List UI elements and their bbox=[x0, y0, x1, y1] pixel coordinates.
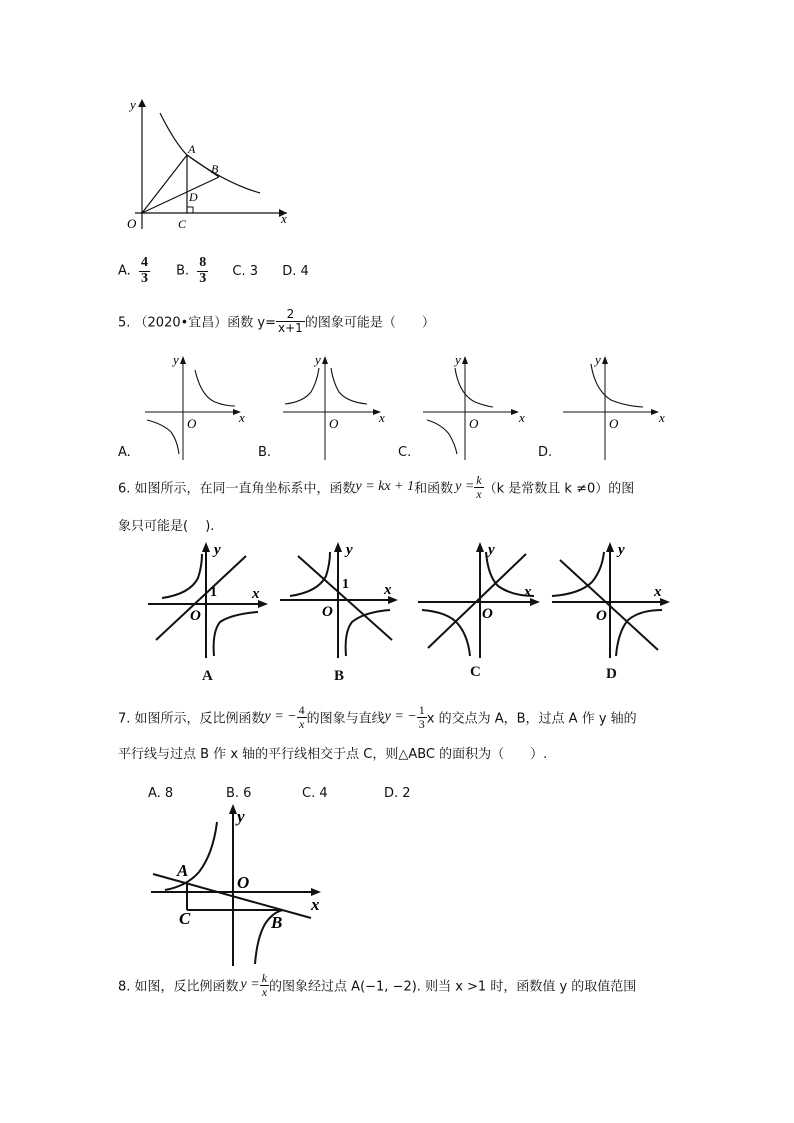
svg-text:x: x bbox=[384, 582, 392, 598]
q7-option-c[interactable]: C. 4 bbox=[302, 786, 328, 801]
segment-OA bbox=[142, 155, 187, 213]
svg-text:x: x bbox=[239, 410, 245, 425]
q6-label-d[interactable]: D bbox=[606, 666, 617, 682]
svg-text:O: O bbox=[469, 416, 479, 431]
q7-option-d[interactable]: D. 2 bbox=[384, 786, 411, 801]
q4-options bbox=[118, 256, 309, 290]
q5-graph-a[interactable] bbox=[145, 356, 241, 460]
label-A: A bbox=[188, 142, 196, 156]
label-y: y bbox=[237, 807, 245, 826]
svg-text:O: O bbox=[190, 608, 201, 624]
q4-option-d[interactable]: D. 4 bbox=[282, 263, 309, 279]
q6-stem-line2: 象只可能是( ). bbox=[118, 519, 215, 534]
svg-text:y: y bbox=[595, 352, 601, 367]
svg-text:O: O bbox=[329, 416, 339, 431]
q5-graph-b[interactable] bbox=[283, 356, 381, 460]
svg-text:O: O bbox=[187, 416, 197, 431]
q5-label-d[interactable]: D. bbox=[538, 445, 553, 460]
svg-text:y: y bbox=[214, 542, 221, 558]
q5-label-b[interactable]: B. bbox=[258, 445, 272, 460]
q7-option-a[interactable]: A. 8 bbox=[148, 786, 174, 801]
svg-text:1: 1 bbox=[342, 577, 349, 592]
q5-stem: 5. （2020•宜昌）函数 y= $\frac{2}{x+1}$ 的图象可能是（ ） bbox=[118, 307, 435, 335]
q5-graph-d[interactable] bbox=[563, 356, 659, 460]
label-O: O bbox=[237, 873, 250, 892]
svg-text:x: x bbox=[252, 586, 260, 602]
svg-text:x: x bbox=[659, 410, 665, 425]
q6-label-b[interactable]: B bbox=[334, 668, 345, 684]
label-x: x bbox=[311, 895, 320, 914]
q6-stem-line1: 6. 如图所示，在同一直角坐标系中，函数y = kx + 1和函数 y = $\frac{k}{x}$ （k 是常数且 k ≠0）的图 bbox=[118, 473, 635, 501]
svg-text:O: O bbox=[482, 606, 493, 622]
svg-text:y: y bbox=[455, 352, 461, 367]
q4-option-a[interactable]: A. $\frac{4}{3}$ bbox=[118, 255, 148, 286]
segment-OB bbox=[142, 177, 219, 213]
y-axis-arrow bbox=[229, 804, 237, 814]
svg-text:x: x bbox=[524, 584, 532, 600]
svg-text:y: y bbox=[173, 352, 179, 367]
q7-option-b[interactable]: B. 6 bbox=[226, 786, 252, 801]
q7-stem-line2: 平行线与过点 B 作 x 轴的平行线相交于点 C，则△ABC 的面积为（ ）. bbox=[118, 747, 548, 762]
q6-graph-c[interactable] bbox=[418, 546, 536, 658]
q4-option-c[interactable]: C. 3 bbox=[232, 263, 259, 279]
q4-figure bbox=[115, 95, 295, 235]
label-B: B bbox=[271, 913, 283, 932]
label-C: C bbox=[178, 217, 187, 231]
q6-graphs bbox=[140, 538, 680, 688]
label-B: B bbox=[211, 162, 219, 176]
svg-text:y: y bbox=[315, 352, 321, 367]
label-C: C bbox=[179, 909, 191, 928]
label-y: y bbox=[130, 97, 136, 112]
q6-label-a[interactable]: A bbox=[202, 668, 213, 684]
svg-text:y: y bbox=[618, 542, 625, 558]
svg-text:y: y bbox=[488, 542, 495, 558]
svg-text:1: 1 bbox=[210, 585, 217, 600]
label-O: O bbox=[127, 216, 137, 231]
q6-graph-b[interactable] bbox=[280, 546, 394, 658]
q7-figure bbox=[145, 800, 345, 970]
q8-stem-line1: 8. 如图，反比例函数 y = $\frac{k}{x}$ 的图象经过点 A(−1, −2). 则当 x >1 时，函数值 y 的取值范围 bbox=[118, 971, 637, 999]
label-A: A bbox=[177, 861, 189, 880]
q6-graph-a[interactable] bbox=[148, 546, 264, 658]
svg-text:x: x bbox=[379, 410, 385, 425]
svg-text:x: x bbox=[654, 584, 662, 600]
svg-text:O: O bbox=[609, 416, 619, 431]
right-angle-mark bbox=[187, 207, 193, 213]
q6-label-c[interactable]: C bbox=[470, 664, 481, 680]
svg-text:x: x bbox=[519, 410, 525, 425]
y-axis-arrow bbox=[138, 99, 146, 107]
q6-graph-d[interactable] bbox=[552, 546, 666, 658]
q7-stem-line1: 7. 如图所示，反比例函数y = − $\frac{4}{x}$ 的图象与直线y = − $\frac{1}{3}$ x 的交点为 A，B，过点 A 作 y 轴的 bbox=[118, 703, 637, 731]
svg-text:y: y bbox=[346, 542, 353, 558]
label-x: x bbox=[281, 211, 287, 226]
svg-text:O: O bbox=[596, 608, 607, 624]
label-D: D bbox=[189, 190, 198, 204]
q5-label-a[interactable]: A. bbox=[118, 445, 131, 460]
q4-option-b[interactable]: B. $\frac{8}{3}$ bbox=[176, 255, 207, 286]
q5-graph-c[interactable] bbox=[423, 356, 519, 460]
svg-text:O: O bbox=[322, 604, 333, 620]
q5-label-c[interactable]: C. bbox=[398, 445, 412, 460]
